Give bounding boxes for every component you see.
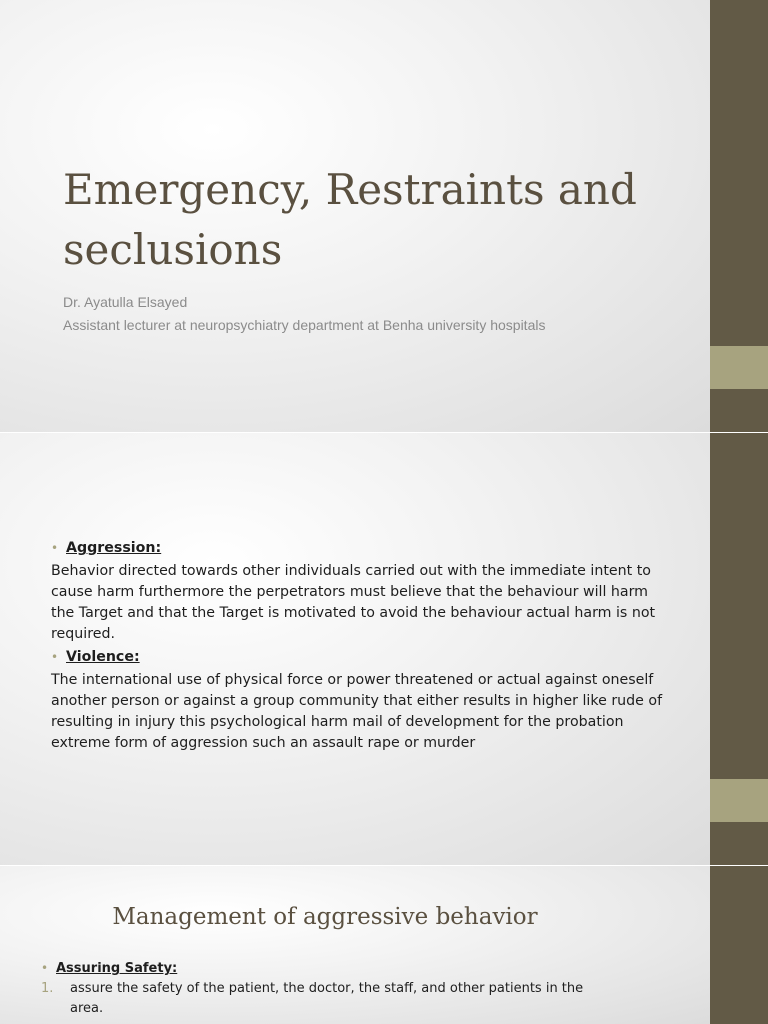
safety-bullet — [41, 958, 601, 979]
management-heading: Management of aggressive behavior — [112, 904, 538, 930]
bullet-icon: • — [41, 961, 49, 975]
slide-divider — [0, 432, 768, 433]
item-number: 1. — [41, 981, 54, 996]
bullet-icon: • — [51, 541, 59, 555]
numbered-item — [41, 979, 601, 1019]
violence-bullet — [51, 647, 671, 668]
violence-definition: The international use of physical force or power threatened or actual against oneself another person or against a group community that either results in higher like rude of resulting in injury this psychological harm mail of development for the probation extreme form of aggression such an assault rape or murder — [51, 672, 663, 751]
slide-title-heading: Emergency, Restraints and seclusions — [63, 165, 637, 274]
sidebar-decoration-3 — [710, 866, 768, 1024]
safety-label: Assuring Safety: — [56, 961, 178, 976]
bullet-icon: • — [51, 650, 59, 664]
violence-label: Violence: — [66, 649, 140, 665]
item-text: assure the safety of the patient, the doctor, the staff, and other patients in the area. — [70, 981, 584, 1016]
slide-definitions — [0, 433, 710, 865]
slide-management — [0, 866, 710, 1024]
slide-divider — [0, 865, 768, 866]
sidebar-decoration-2 — [710, 433, 768, 865]
slide-subtitle — [63, 291, 683, 337]
aggression-definition: Behavior directed towards other individuals carried out with the immediate intent to cause harm furthermore the perpetrators must believe that the behaviour will harm the Target and that the Target is motivated to avoid the behaviour actual harm is not required. — [51, 563, 656, 642]
sidebar-accent-2 — [710, 779, 768, 822]
sidebar-decoration-1 — [710, 0, 768, 432]
definitions-content — [51, 538, 671, 756]
author-affiliation: Assistant lecturer at neuropsychiatry department at Benha university hospitals — [63, 317, 546, 333]
management-content — [41, 958, 601, 1019]
author-name: Dr. Ayatulla Elsayed — [63, 294, 188, 310]
sidebar-accent-1 — [710, 346, 768, 389]
slide-title — [0, 0, 710, 432]
aggression-label: Aggression: — [66, 540, 162, 556]
aggression-bullet — [51, 538, 671, 559]
